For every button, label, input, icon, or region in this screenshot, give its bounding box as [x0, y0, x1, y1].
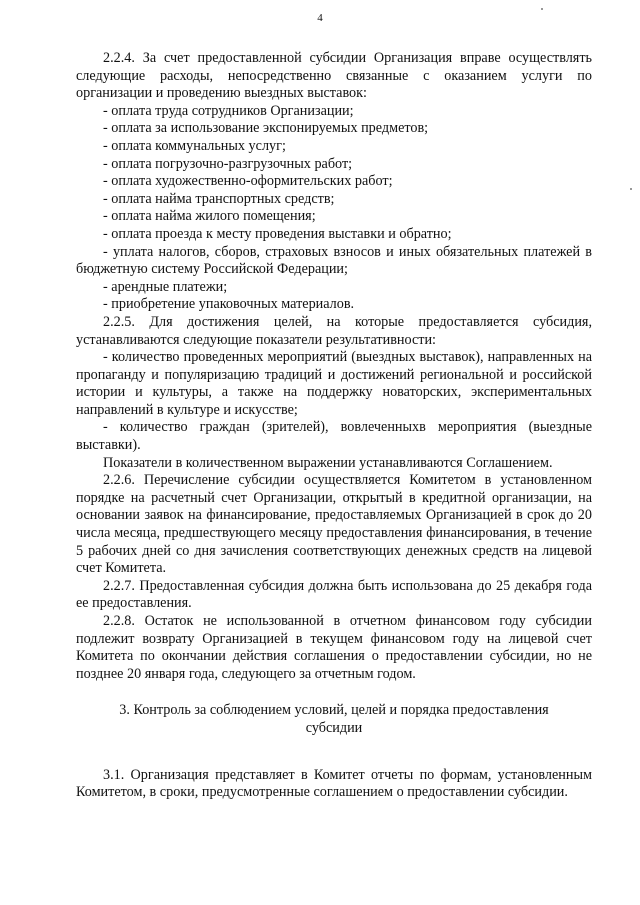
- indicators-note: Показатели в количественном выражении устанавливаются Соглашением.: [103, 454, 553, 471]
- list-item: - оплата труда сотрудников Организации;: [103, 102, 354, 119]
- paragraph-2-2-5: 2.2.5. Для достижения целей, на которые предоставляется субсидия, устанавливаются следующие показатели результативности:: [76, 313, 592, 348]
- document-body: [76, 50, 592, 802]
- list-item: - количество граждан (зрителей), вовлеченныхв мероприятия (выездные выставки).: [76, 419, 592, 454]
- list-item: - оплата коммунальных услуг;: [103, 137, 286, 154]
- indicator-list: [76, 349, 592, 455]
- paragraph-2-2-7: 2.2.7. Предоставленная субсидия должна быть использована до 25 декабря года ее предоставления.: [76, 577, 592, 612]
- list-item: - приобретение упаковочных материалов.: [103, 296, 355, 313]
- paragraph-2-2-6: 2.2.6. Перечисление субсидии осуществляется Комитетом в установленном порядке на расчетный счет Организации, открытый в кредитной организации, на основании заявок на финансирование, предоставляемых Организацией в срок до 20 числа месяца, предшествующего месяцу предоставления финансирования, в течение 5 рабочих дней со дня зачисления соответствующих денежных средств на лицевой счет Комитета.: [76, 472, 592, 577]
- paragraph-2-2-8: 2.2.8. Остаток не использованной в отчетном финансовом году субсидии подлежит возврату Организацией в текущем финансовом году на лицевой счет Комитета по окончании действия соглашения о предоставлении субсидии, но не позднее 20 января года, следующего за отчетным годом.: [76, 613, 592, 682]
- list-item: - оплата за использование экспонируемых предметов;: [103, 120, 429, 137]
- list-item: - оплата найма транспортных средств;: [103, 190, 335, 207]
- list-item: - оплата найма жилого помещения;: [103, 208, 316, 225]
- list-item: - оплата проезда к месту проведения выставки и обратно;: [103, 225, 452, 242]
- scan-speck: [541, 8, 543, 10]
- list-item: - количество проведенных мероприятий (выездных выставок), направленных на пропаганду и популяризацию традиций и достижений региональной и российской истории и культуры, а также на поддержку новаторских, экспериментальных направлений в культуре и искусстве;: [76, 349, 592, 418]
- list-item: - оплата погрузочно-разгрузочных работ;: [103, 155, 353, 172]
- page-number: 4: [317, 12, 323, 24]
- section-3-heading: 3. Контроль за соблюдением условий, целей и порядка предоставления субсидии: [119, 702, 549, 736]
- paragraph-3-1: 3.1. Организация представляет в Комитет отчеты по формам, установленным Комитетом, в сроки, предусмотренные соглашением о предоставлении субсидии.: [76, 766, 592, 801]
- list-item: - оплата художественно-оформительских работ;: [103, 173, 393, 190]
- scan-speck: [630, 188, 632, 190]
- expense-list: [76, 103, 592, 314]
- list-item: - арендные платежи;: [103, 278, 228, 295]
- list-item: - уплата налогов, сборов, страховых взносов и иных обязательных платежей в бюджетную систему Российской Федерации;: [76, 243, 592, 278]
- paragraph-2-2-4: 2.2.4. За счет предоставленной субсидии Организация вправе осуществлять следующие расходы, непосредственно связанные с оказанием услуги по организации и проведению выездных выставок:: [76, 50, 592, 102]
